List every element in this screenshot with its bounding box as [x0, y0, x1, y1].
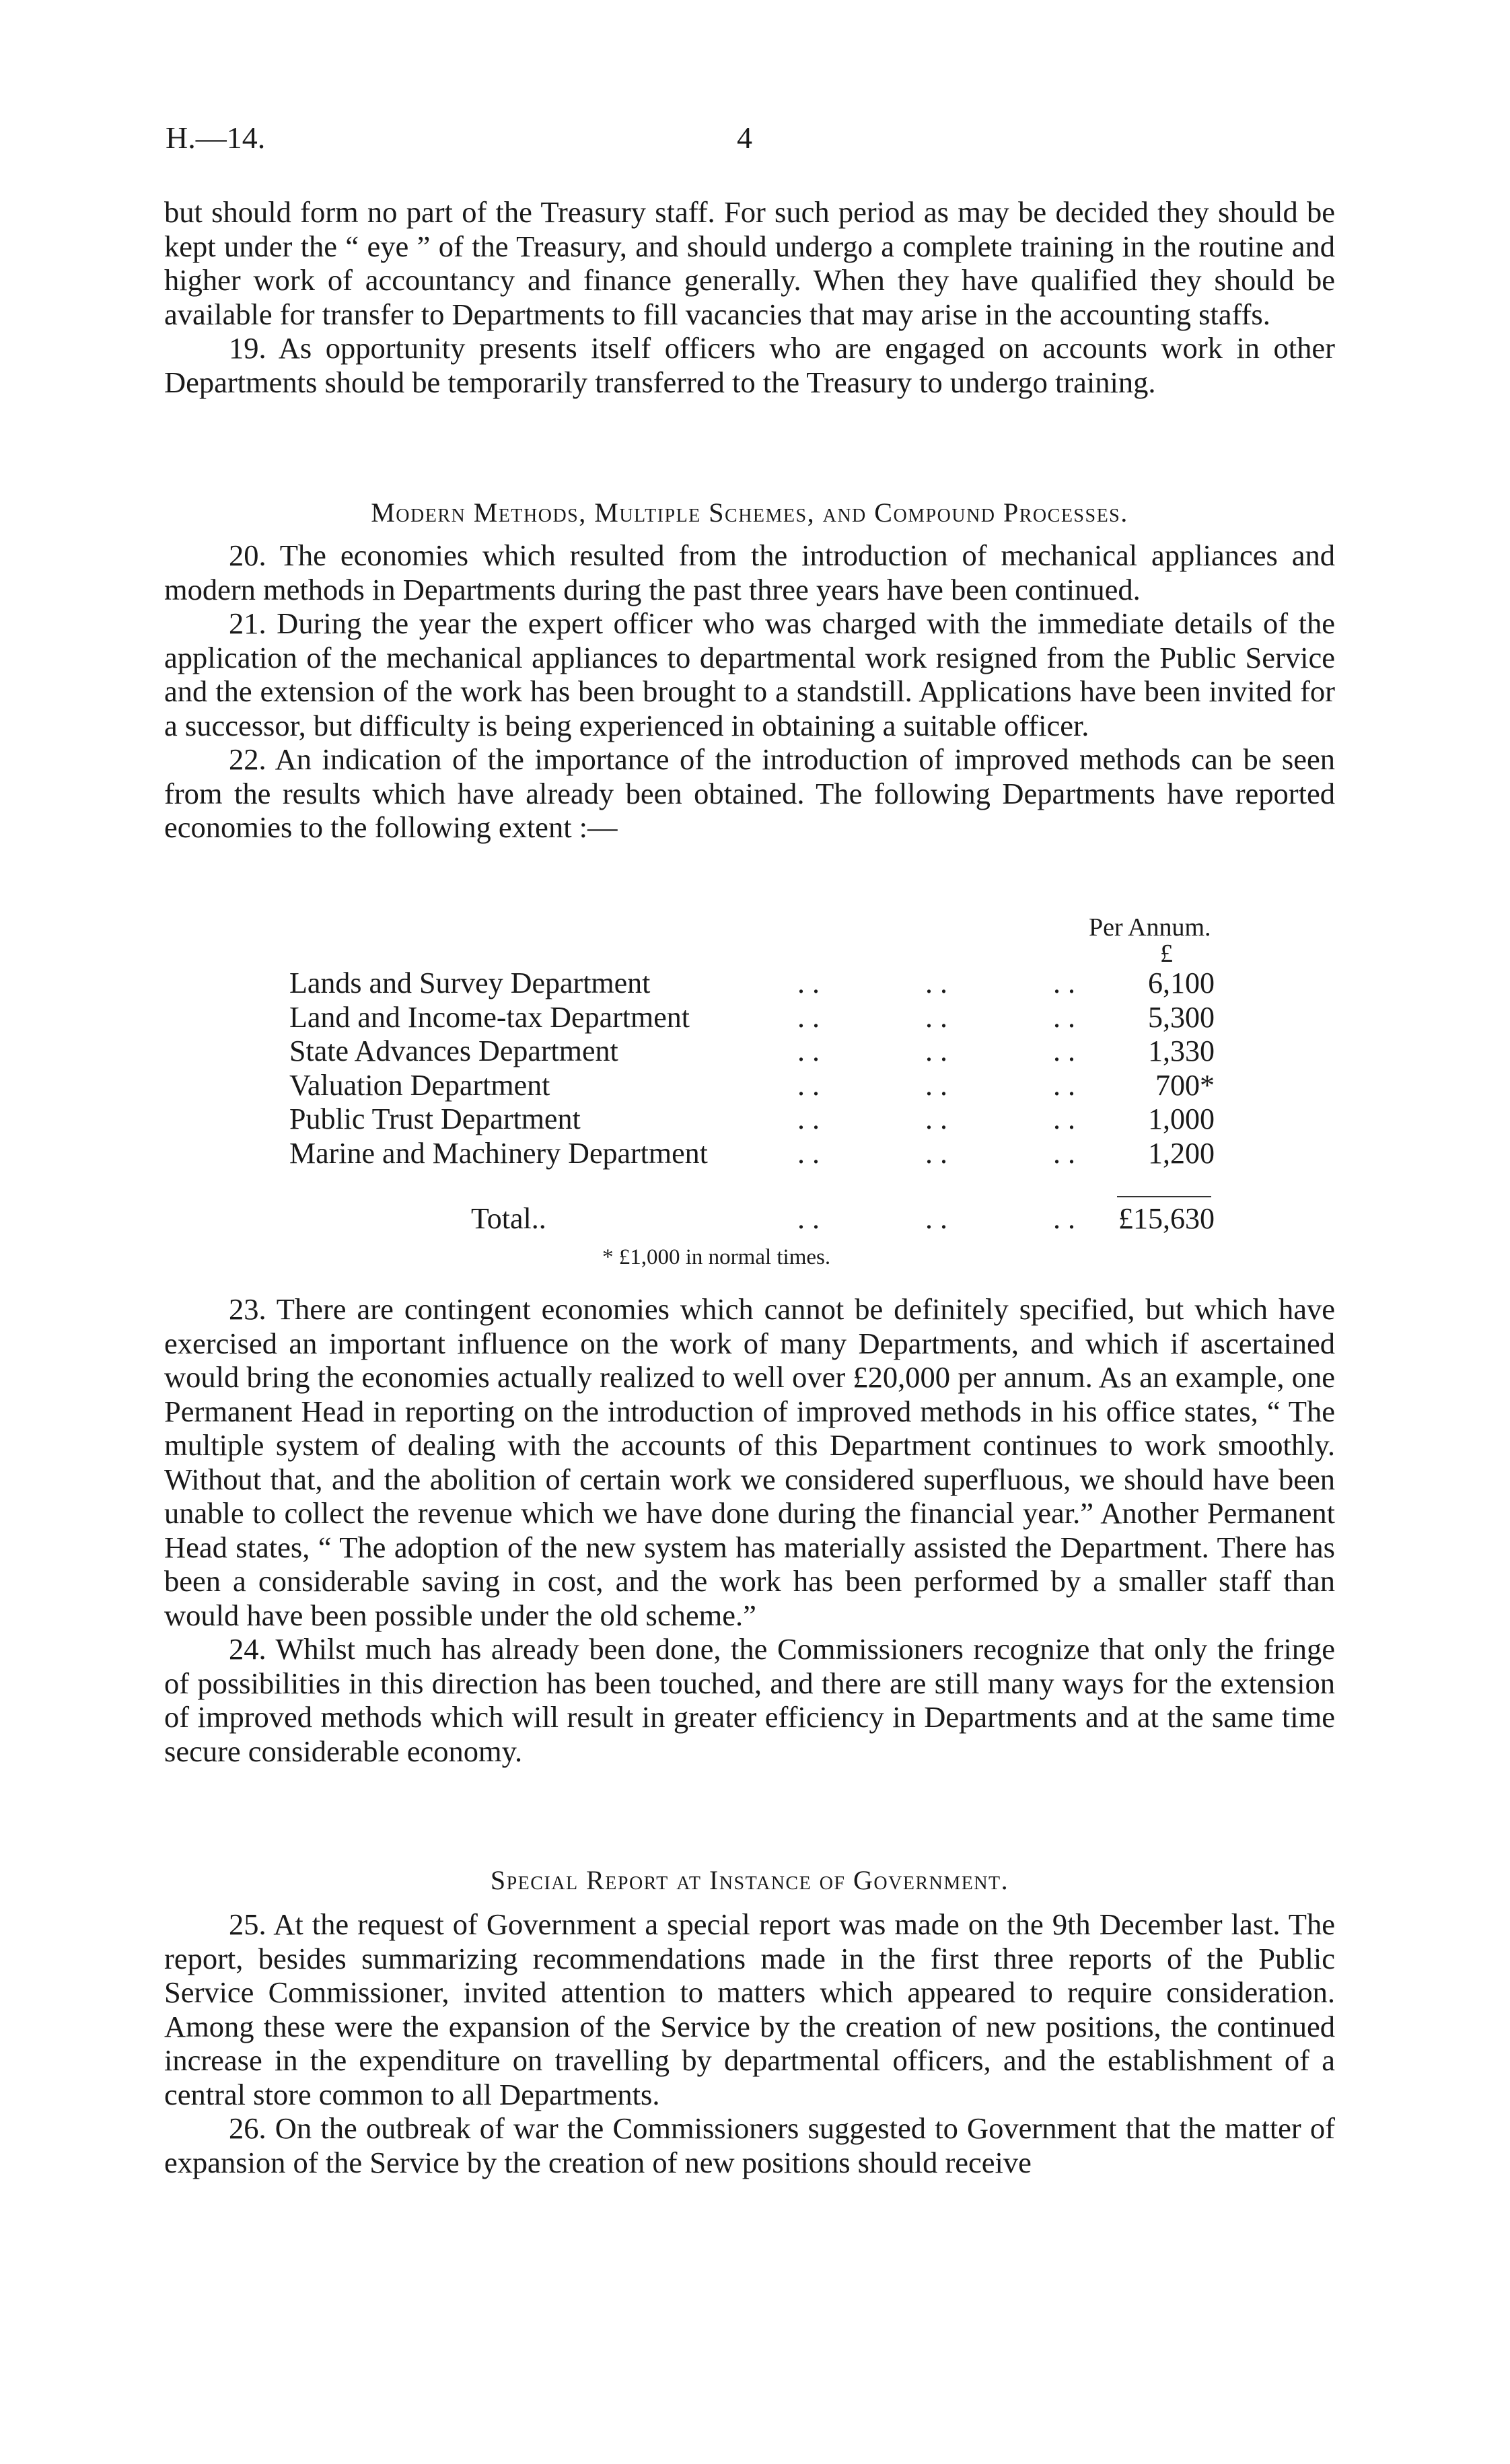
heading-modern-methods: Modern Methods, Multiple Schemes, and Compound Processes.	[371, 497, 1128, 528]
table-row	[289, 1001, 1231, 1035]
leader-dots: . .	[925, 966, 947, 999]
leader-dots: . .	[797, 966, 820, 999]
total-row	[289, 1202, 1231, 1236]
economies-table	[289, 966, 1231, 1170]
leader-dots: . .	[925, 1068, 947, 1102]
table-row	[289, 1034, 1231, 1069]
department-amount: 1,000	[1148, 1102, 1215, 1135]
department-name: Land and Income-tax Department	[289, 1000, 690, 1034]
leader-dots: . .	[797, 1202, 820, 1235]
leader-dots: . .	[1053, 1000, 1075, 1034]
leader-dots: . .	[925, 1202, 947, 1235]
heading-special-report: Special Report at Instance of Government.	[490, 1865, 1009, 1895]
table-unit: £	[1160, 940, 1173, 968]
leader-dots: . .	[797, 1000, 820, 1034]
text-block-25-26	[164, 1907, 1335, 2179]
leader-dots: . .	[1053, 1202, 1075, 1235]
department-name: Valuation Department	[289, 1068, 550, 1102]
paragraph-26: 26. On the outbreak of war the Commissioners suggested to Government that the matter of expansion of the Service by the creation of new positions should receive	[164, 2111, 1335, 2179]
leader-dots: . .	[925, 1000, 947, 1034]
total-label: Total..	[471, 1202, 546, 1235]
leader-dots: . .	[1053, 1068, 1075, 1102]
section-heading-modern-methods	[164, 497, 1335, 528]
leader-dots: . .	[1053, 966, 1075, 999]
table-row-total	[289, 1202, 1231, 1236]
leader-dots: . .	[797, 1102, 820, 1135]
table-row	[289, 1102, 1231, 1137]
paragraph-22: 22. An indication of the importance of the introduction of improved methods can be seen from the results which have already been obtained. The following Departments have reported economies to the following extent :—	[164, 742, 1335, 844]
page-number: 4	[737, 120, 752, 155]
table-footnote: * £1,000 in normal times.	[602, 1245, 831, 1269]
department-name: State Advances Department	[289, 1034, 618, 1067]
department-name: Public Trust Department	[289, 1102, 581, 1135]
paragraph-23: 23. There are contingent economies which cannot be definitely specified, but which have exercised an important influence on the work of many Departments, and which if ascertained would bring the economies actually realized to well over £20,000 per annum. As an example, one Permanent Head in reporting on the introduction of improved methods in his office states, “ The multiple system of dealing with the accounts of this Department continues to work smoothly. Without that, and the abolition of certain work we considered superfluous, we should have been unable to collect the revenue which we have done during the financial year.” Another Permanent Head states, “ The adoption of the new system has materially assisted the Department. There has been a considerable saving in cost, and the work has been performed by a smaller staff than would have been possible under the old scheme.”	[164, 1292, 1335, 1632]
leader-dots: . .	[925, 1102, 947, 1135]
paragraph-20: 20. The economies which resulted from the introduction of mechanical appliances and modern methods in Departments during the past three years have been continued.	[164, 538, 1335, 606]
department-amount: 700*	[1155, 1068, 1215, 1102]
paragraph-continuation: but should form no part of the Treasury staff. For such period as may be decided they should be kept under the “ eye ” of the Treasury, and should undergo a complete training in the routine and higher work of accountancy and finance generally. When they have qualified they should be available for transfer to Departments to fill vacancies that may arise in the accounting staffs.	[164, 195, 1335, 331]
leader-dots: . .	[925, 1136, 947, 1170]
leader-dots: . .	[925, 1034, 947, 1067]
text-block-top	[164, 195, 1335, 399]
department-name: Lands and Survey Department	[289, 966, 651, 999]
paragraph-24: 24. Whilst much has already been done, the Commissioners recognize that only the fringe of possibilities in this direction has been touched, and there are still many ways for the extension of improved methods which will result in greater efficiency in Departments and at the same time secure considerable economy.	[164, 1632, 1335, 1768]
table-row	[289, 966, 1231, 1001]
leader-dots: . .	[797, 1136, 820, 1170]
leader-dots: . .	[797, 1034, 820, 1067]
paragraph-19: 19. As opportunity presents itself officers who are engaged on accounts work in other Departments should be temporarily transferred to the Treasury to undergo training.	[164, 331, 1335, 399]
text-block-20-22	[164, 538, 1335, 845]
paragraph-25: 25. At the request of Government a special report was made on the 9th December last. The report, besides summarizing recommendations made in the first three reports of the Public Service Commissioner, invited attention to matters which appeared to require consideration. Among these were the expansion of the Service by the creation of new positions, the continued increase in the expenditure on travelling by departmental officers, and the establishment of a central store common to all Departments.	[164, 1907, 1335, 2111]
report-reference: H.—14.	[166, 120, 266, 155]
paragraph-21: 21. During the year the expert officer who was charged with the immediate details of the application of the mechanical appliances to departmental work resigned from the Public Service and the extension of the work has been brought to a standstill. Applications have been invited for a successor, but difficulty is being experienced in obtaining a suitable officer.	[164, 606, 1335, 742]
text-block-23-24	[164, 1292, 1335, 1768]
section-heading-special-report	[164, 1864, 1335, 1896]
leader-dots: . .	[1053, 1034, 1075, 1067]
total-value: £15,630	[1118, 1202, 1215, 1235]
department-name: Marine and Machinery Department	[289, 1136, 708, 1170]
table-row	[289, 1069, 1231, 1103]
table-row	[289, 1137, 1231, 1171]
department-amount: 5,300	[1148, 1000, 1215, 1034]
leader-dots: . .	[1053, 1136, 1075, 1170]
table-column-header: Per Annum.	[1089, 913, 1211, 942]
total-rule	[1117, 1196, 1211, 1197]
leader-dots: . .	[1053, 1102, 1075, 1135]
leader-dots: . .	[797, 1068, 820, 1102]
department-amount: 1,330	[1148, 1034, 1215, 1067]
department-amount: 1,200	[1148, 1136, 1215, 1170]
department-amount: 6,100	[1148, 966, 1215, 999]
